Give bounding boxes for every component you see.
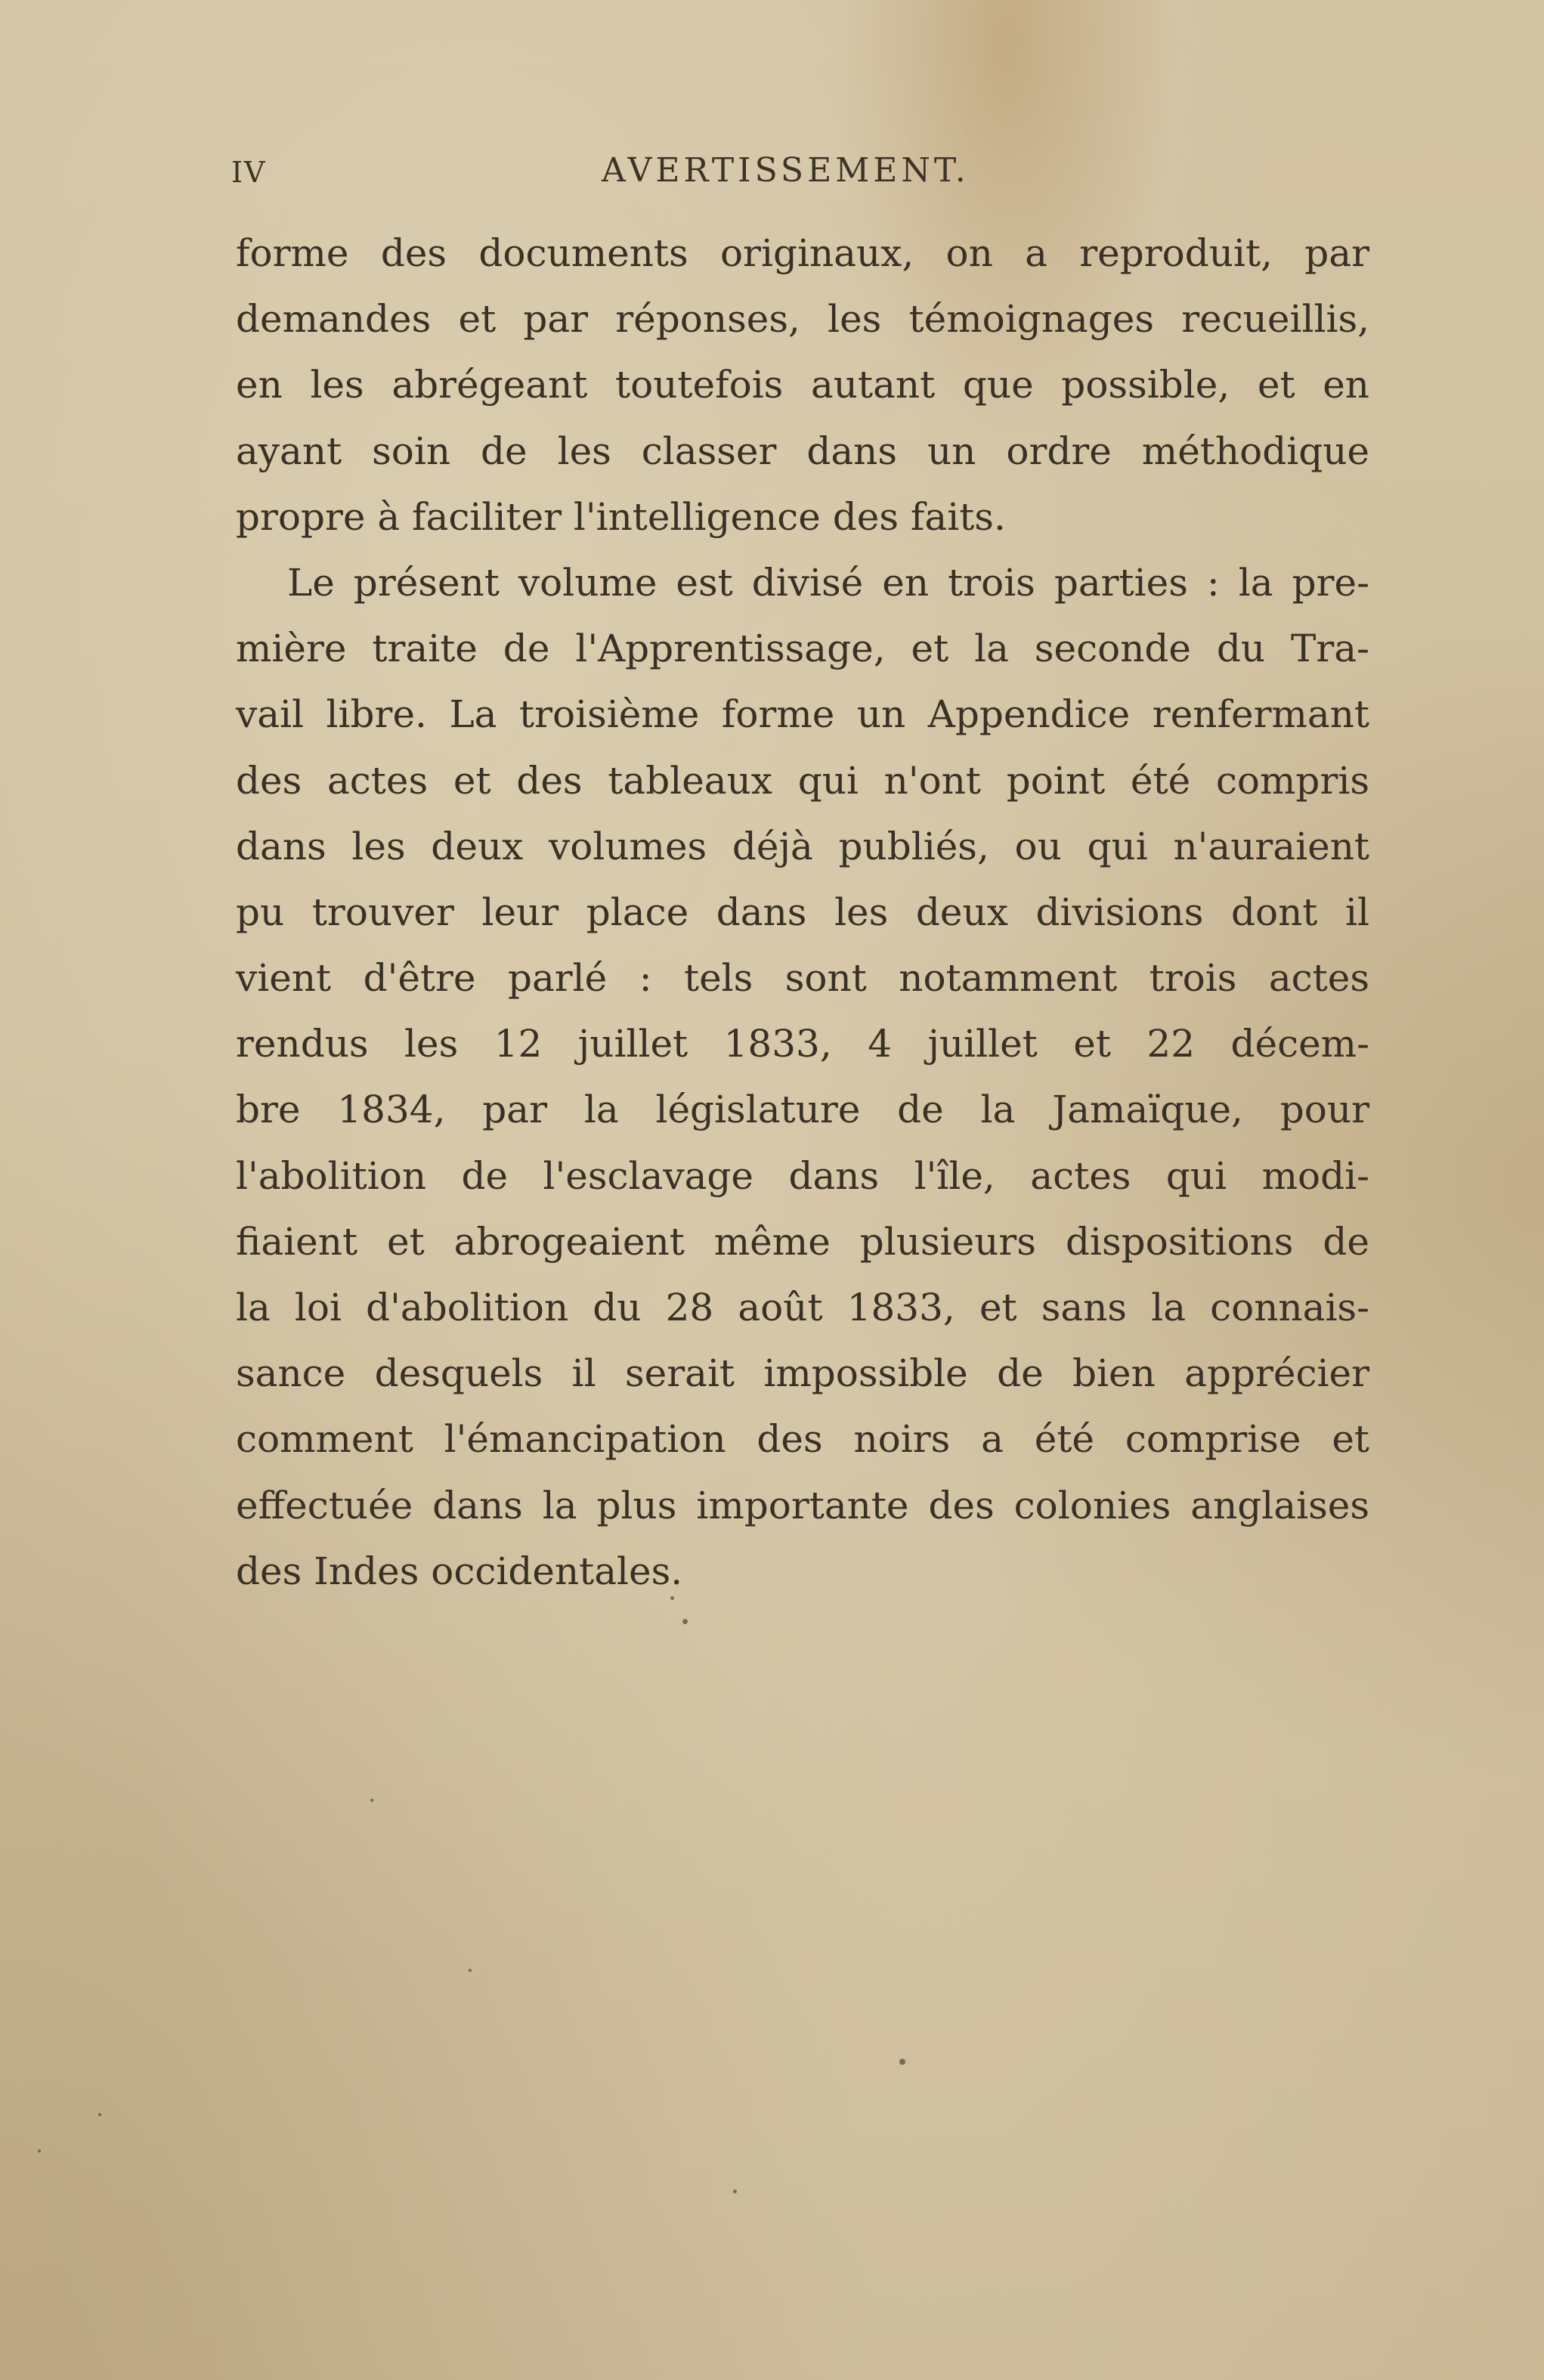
paper-speck xyxy=(98,2113,101,2116)
text-line: ayant soin de les classer dans un ordre méthodique xyxy=(236,429,1369,473)
text-line: mière traite de l'Apprentissage, et la seconde du Tra- xyxy=(236,627,1369,671)
text-line: vail libre. La troisième forme un Appendice renfermant xyxy=(236,692,1369,737)
paper-speck xyxy=(733,2190,737,2193)
text-line: propre à faciliter l'intelligence des faits. xyxy=(236,494,1006,539)
running-title: AVERTISSEMENT. xyxy=(602,151,970,190)
text-line: effectuée dans la plus importante des colonies anglaises xyxy=(236,1483,1369,1527)
page-number: IV xyxy=(231,156,267,189)
text-line: demandes et par réponses, les témoignages recueillis, xyxy=(236,297,1369,342)
text-line: comment l'émancipation des noirs a été comprise et xyxy=(236,1417,1369,1462)
text-line: fiaient et abrogeaient même plusieurs dispositions de xyxy=(236,1219,1369,1264)
text-line: dans les deux volumes déjà publiés, ou qui n'auraient xyxy=(236,824,1369,868)
text-line: rendus les 12 juillet 1833, 4 juillet et 22 décem- xyxy=(236,1022,1369,1066)
text-line: des Indes occidentales. xyxy=(236,1549,683,1593)
paper-speck xyxy=(682,1619,688,1624)
text-line: bre 1834, par la législature de la Jamaïque, pour xyxy=(236,1088,1369,1132)
text-line: pu trouver leur place dans les deux divisions dont il xyxy=(236,890,1369,934)
paper-speck xyxy=(469,1969,472,1972)
text-line: l'abolition de l'esclavage dans l'île, actes qui modi- xyxy=(236,1153,1369,1198)
text-line: vient d'être parlé : tels sont notamment trois actes xyxy=(236,956,1369,1001)
text-line: sance desquels il serait impossible de bien apprécier xyxy=(236,1351,1369,1396)
running-head xyxy=(231,151,1365,197)
paper-speck xyxy=(370,1799,373,1802)
text-line: forme des documents originaux, on a reproduit, par xyxy=(236,231,1369,275)
body-text xyxy=(236,221,1369,1605)
paper-speck xyxy=(670,1596,674,1600)
paper-speck xyxy=(38,2149,41,2153)
text-line: des actes et des tableaux qui n'ont point été compris xyxy=(236,758,1369,803)
text-line: en les abrégeant toutefois autant que possible, et en xyxy=(236,363,1369,407)
text-line: Le présent volume est divisé en trois parties : la pre- xyxy=(287,560,1369,605)
paper-speck xyxy=(899,2059,905,2065)
text-line: la loi d'abolition du 28 août 1833, et sans la connais- xyxy=(236,1286,1369,1329)
